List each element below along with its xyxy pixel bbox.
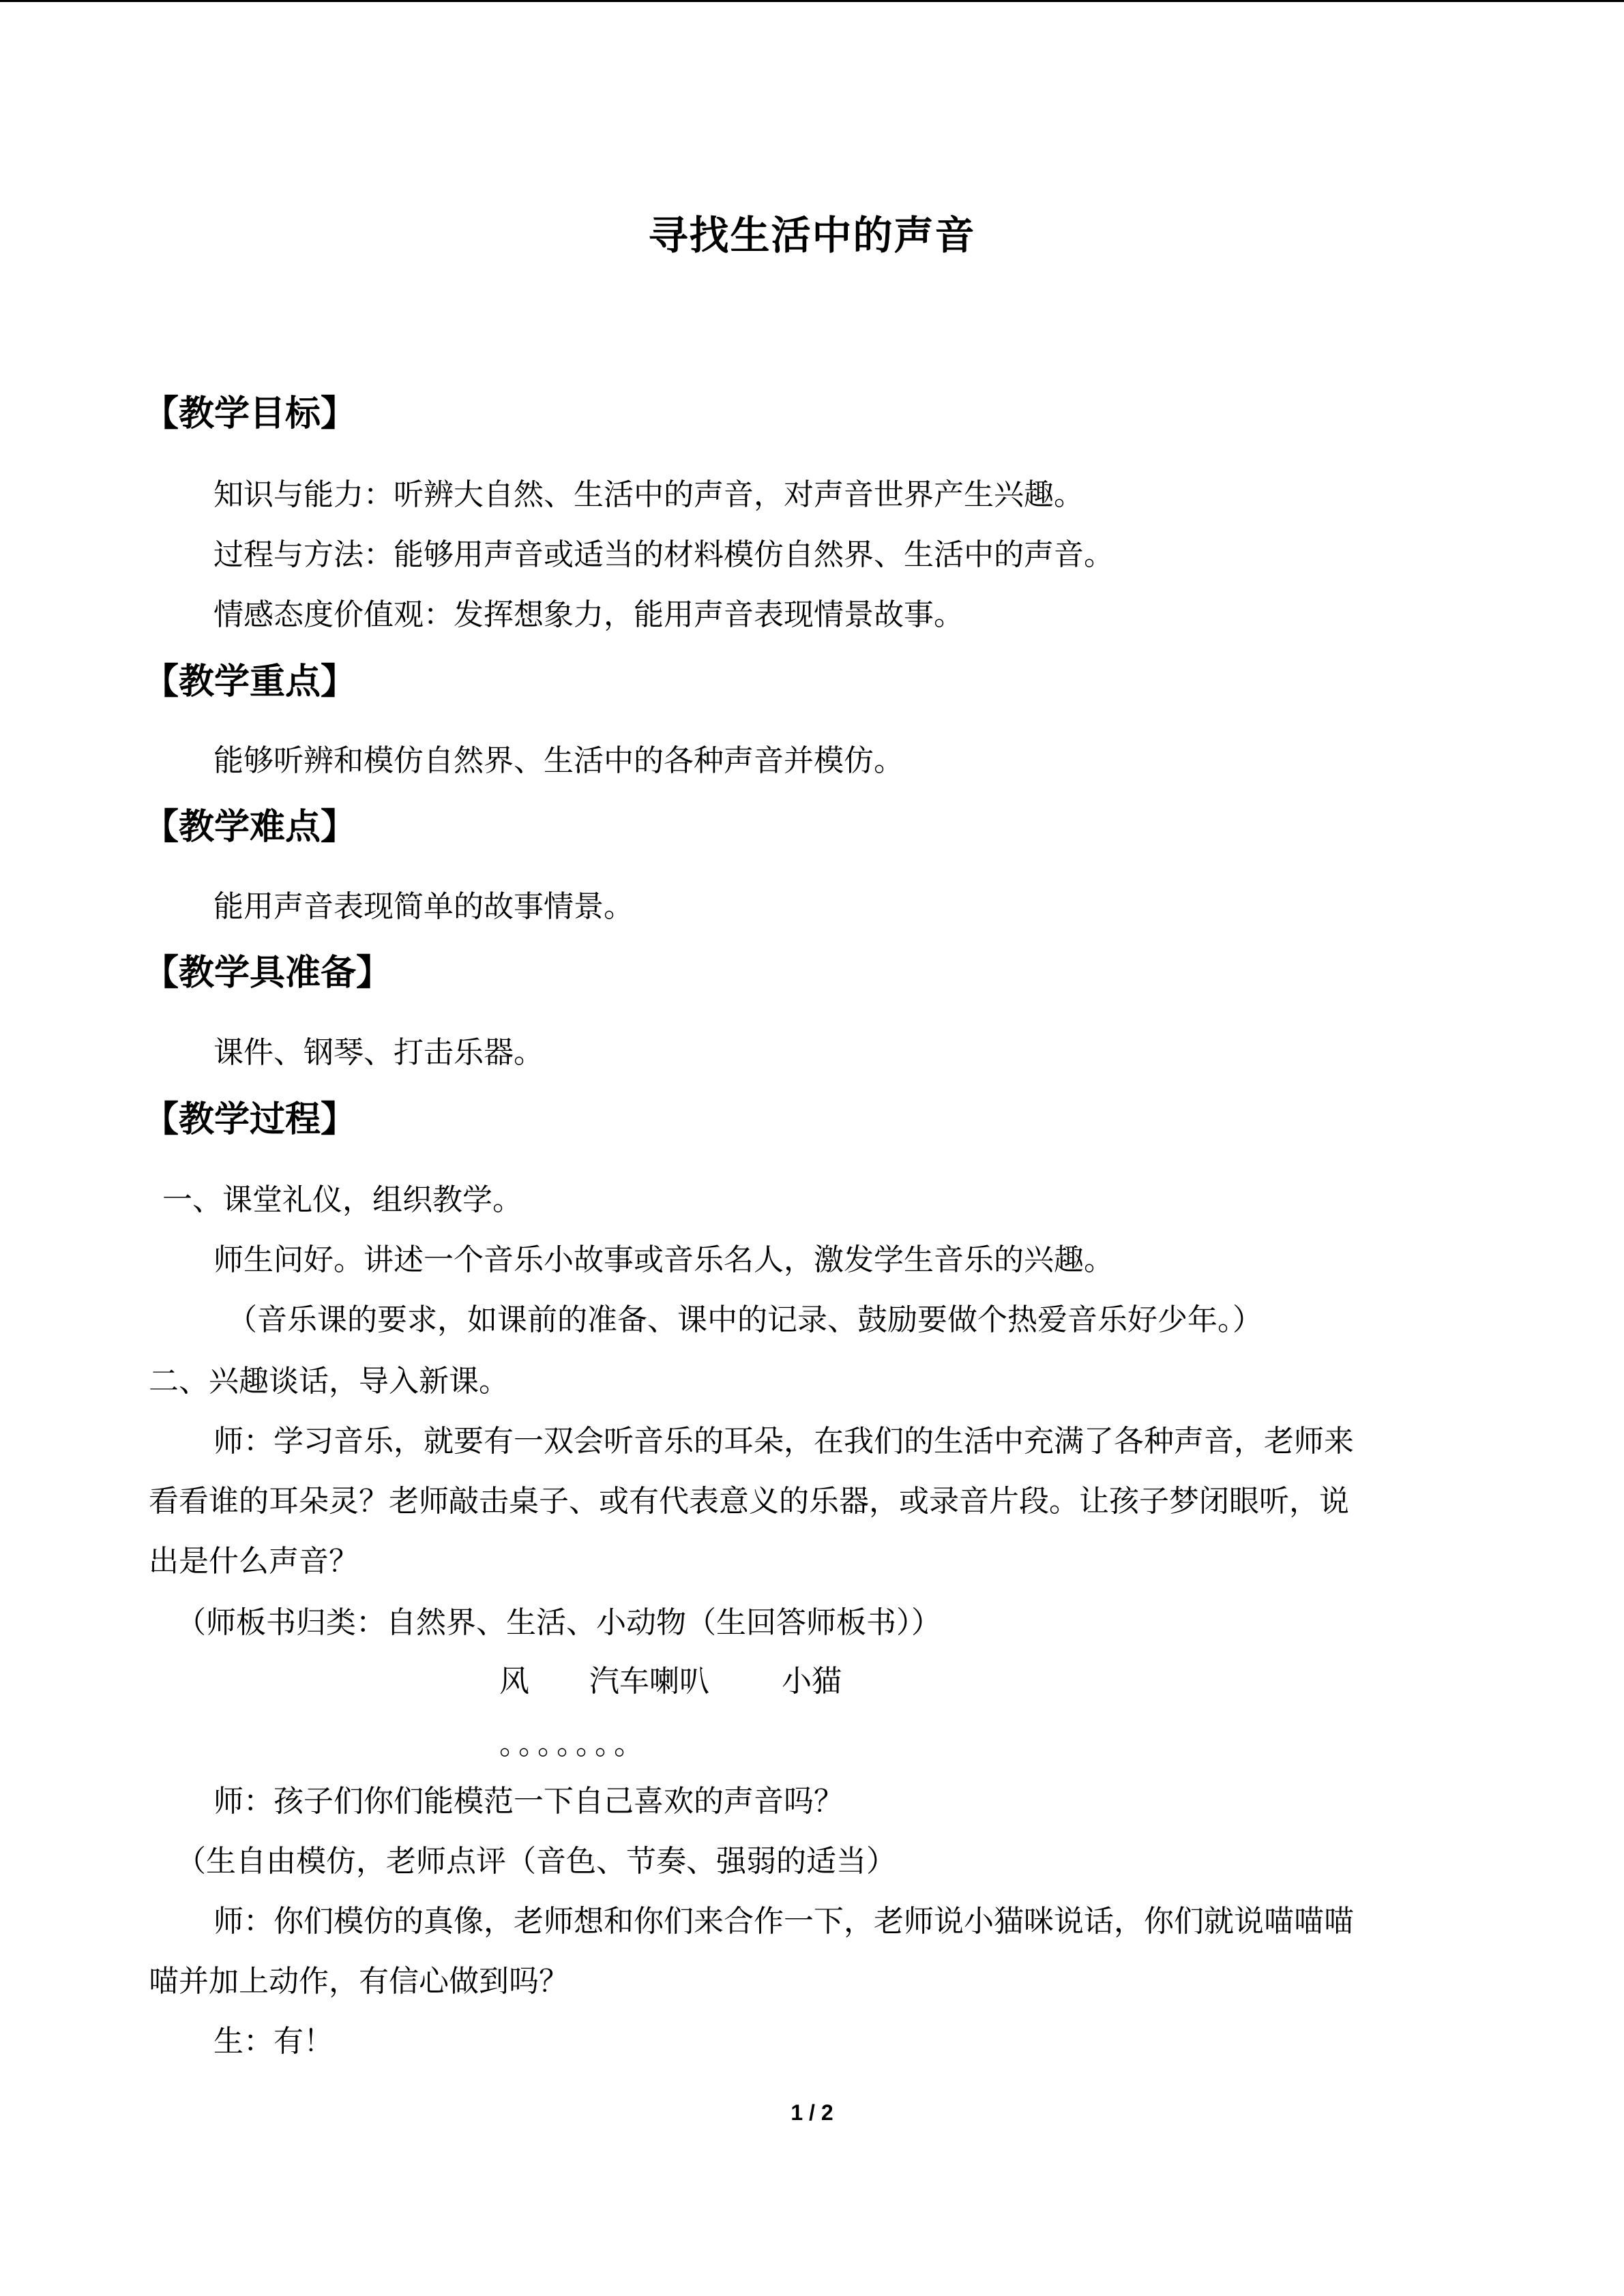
step1-line2: （音乐课的要求，如课前的准备、课中的记录、鼓励要做个热爱音乐好少年。） (227, 1302, 1263, 1337)
step2-para2: 师：孩子们你们能模范一下自己喜欢的声音吗？ (213, 1784, 844, 1819)
board-items (499, 1660, 842, 1703)
heading-key-points: 【教学重点】 (143, 661, 357, 702)
board-item-wind: 风 (499, 1664, 529, 1699)
step2-para4-line1: 师：你们模仿的真像，老师想和你们来合作一下，老师说小猫咪说话，你们就说喵喵喵 (213, 1904, 1354, 1939)
step2-para1-line2: 看看谁的耳朵灵？老师敲击桌子、或有代表意义的乐器，或录音片段。让孩子梦闭眼听，说 (149, 1484, 1349, 1519)
board-item-car-horn: 汽车喇叭 (589, 1664, 709, 1699)
step2-para4-line2: 喵并加上动作，有信心做到吗？ (149, 1964, 569, 1999)
step2-title: 二、兴趣谈话，导入新课。 (149, 1364, 509, 1399)
key-points-text: 能够听辨和模仿自然界、生活中的各种声音并模仿。 (213, 743, 904, 778)
materials-text: 课件、钢琴、打击乐器。 (213, 1035, 544, 1070)
heading-materials: 【教学具准备】 (143, 953, 392, 994)
step2-para1-line3: 出是什么声音？ (149, 1544, 359, 1579)
step1-line1: 师生问好。讲述一个音乐小故事或音乐名人，激发学生音乐的兴趣。 (213, 1242, 1114, 1277)
heading-difficulties: 【教学难点】 (143, 807, 357, 848)
board-item-kitten: 小猫 (782, 1664, 842, 1699)
objective-method: 过程与方法：能够用声音或适当的材料模仿自然界、生活中的声音。 (213, 537, 1114, 572)
document-title: 寻找生活中的声音 (648, 212, 976, 258)
step2-para5: 生：有！ (213, 2024, 334, 2059)
heading-process: 【教学过程】 (143, 1099, 357, 1140)
step1-title: 一、课堂礼仪，组织教学。 (162, 1182, 522, 1217)
heading-objectives: 【教学目标】 (143, 393, 357, 434)
ellipsis-dots: 。。。。。。。 (499, 1727, 648, 1761)
board-note: （师板书归类：自然界、生活、小动物（生回答师板书）） (176, 1605, 941, 1640)
difficulties-text: 能用声音表现简单的故事情景。 (213, 889, 634, 924)
objective-attitude: 情感态度价值观：发挥想象力，能用声音表现情景故事。 (213, 597, 964, 632)
page-top-border (0, 0, 1624, 2)
step2-para3: （生自由模仿，老师点评（音色、节奏、强弱的适当） (176, 1844, 896, 1879)
page-number: 1 / 2 (791, 2100, 833, 2125)
objective-knowledge: 知识与能力：听辨大自然、生活中的声音，对声音世界产生兴趣。 (213, 477, 1084, 512)
step2-para1-line1: 师：学习音乐，就要有一双会听音乐的耳朵，在我们的生活中充满了各种声音，老师来 (213, 1424, 1354, 1459)
